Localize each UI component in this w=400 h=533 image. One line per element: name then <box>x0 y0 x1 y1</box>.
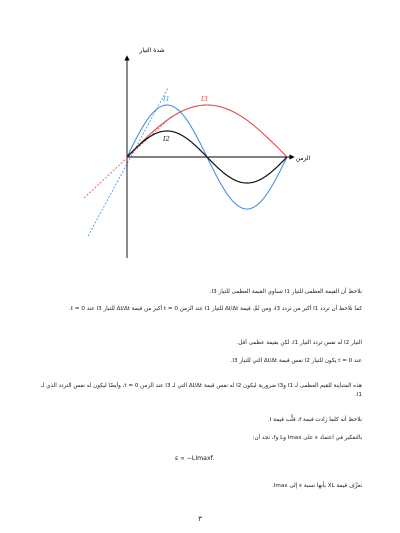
y-axis-label: شدة التيار <box>139 47 165 54</box>
proportionality-equation: ε ∝ −LImaxf. <box>175 455 215 462</box>
paragraph-7: بالتفكير في اعتماد ε على Imax وL وf، نجد أن: <box>252 435 362 441</box>
page-number: ٣ <box>198 515 202 523</box>
curve-label-i1: I1 <box>163 95 170 103</box>
paragraph-3: التيار I2 له نفس تردد التيار I1، لكن بقيمة عظمى أقل. <box>236 340 362 346</box>
x-axis-label: الزمن <box>295 155 311 162</box>
paragraph-2: كما نلاحظ أن تردد I1 أكبر من تردد I3، ومن ثَمَّ، قيمة ΔI/Δt للتيار I1 عند الزمن t = 0 أكبر من قيمة ΔI/Δt للتيار I3 عند t = 0. <box>69 306 362 312</box>
paragraph-5: هذه المتباينة للقيم العظمى لـ I1 وI3 ضرورية ليكون I2 له نفس قيمة ΔI/Δt التي لـ I3 عند الزمن t = 0، وأيضًا ليكون له نفس التردد الذي لـ I1. <box>41 383 362 398</box>
paragraph-8: تعرَّف قيمة XL بأنها نسبة ε إلى Imax. <box>271 483 362 489</box>
curve-i3 <box>127 105 287 157</box>
curve-label-i3: I3 <box>201 95 208 103</box>
curve-label-i2: I2 <box>163 135 170 143</box>
paragraph-6: نلاحظ أنه كلما زادت قيمة f، قلَّت قيمة I. <box>268 417 362 423</box>
paragraph-4: عند t = 0 يكون للتيار I2 نفس قيمة ΔI/Δt التي للتيار I3. <box>230 358 362 364</box>
paragraph-1: نلاحظ أن القيمة العظمى للتيار I1 تساوي القيمة العظمى للتيار I3. <box>209 289 362 295</box>
